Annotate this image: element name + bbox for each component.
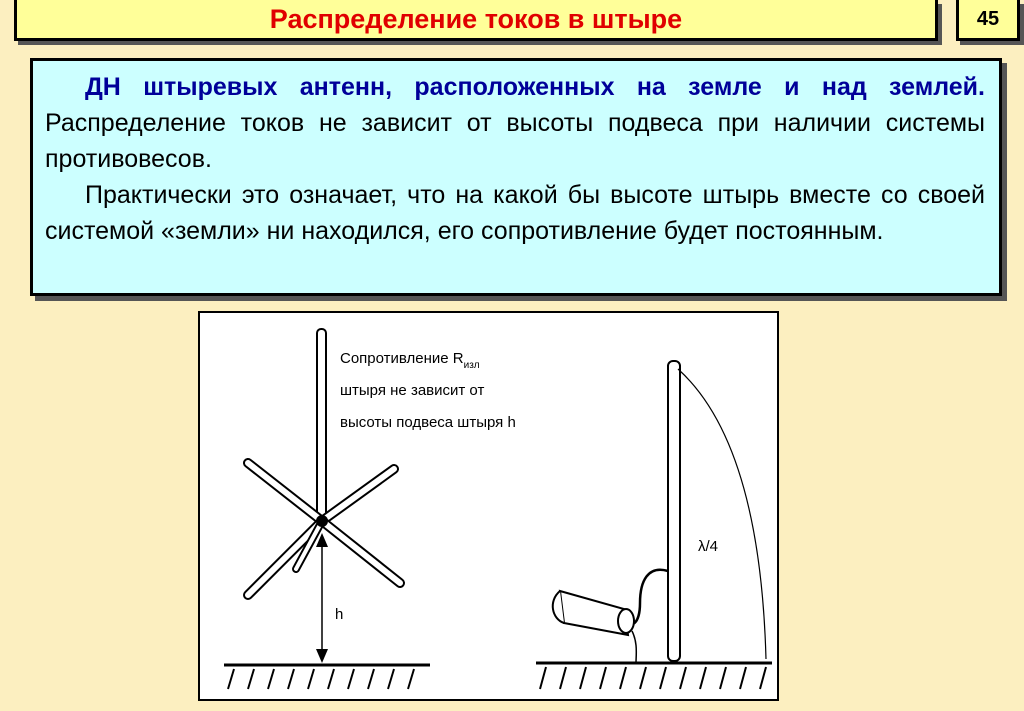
paragraph-1: [45, 69, 985, 177]
feed-point: [316, 515, 328, 527]
paragraph-1-bold: ДН штыревых антенн, расположенных на земле и над землей.: [85, 73, 985, 101]
vertical-mast: [317, 329, 326, 525]
page-number-box: [956, 0, 1020, 41]
elevated-antenna: [248, 329, 400, 663]
ground-right: [536, 663, 772, 689]
cable-end: [618, 609, 634, 633]
caption-main: Сопротивление R: [340, 350, 464, 367]
height-arrow-down: [316, 649, 328, 663]
antenna-diagram: [198, 311, 779, 701]
ground-wire: [632, 631, 636, 663]
title-banner: [14, 0, 938, 41]
caption-line-1: [340, 350, 480, 371]
page-number: 45: [976, 7, 1000, 30]
paragraph-2: Практически это означает, что на какой бы высоте штырь вместе со своей системой «земли» ни находился, его сопротивление будет постоянным.: [45, 181, 985, 245]
height-label: h: [335, 606, 344, 623]
caption-subscript: изл: [463, 360, 480, 371]
antenna-diagram-svg: [200, 313, 777, 699]
coax-cable: [560, 591, 628, 635]
paragraph-1-rest: Распределение токов не зависит от высоты подвеса при наличии системы противовесов.: [45, 109, 985, 173]
wavelength-label: λ/4: [698, 538, 719, 555]
current-distribution-curve: [678, 369, 766, 659]
caption-line-2: штыря не зависит от: [340, 382, 485, 399]
slide-title: Распределение токов в штыре: [269, 3, 683, 34]
ground-mast: [668, 361, 680, 661]
ground-left: [224, 665, 430, 689]
text-panel: [30, 58, 1002, 296]
ground-antenna: [553, 361, 766, 663]
caption-line-3: высоты подвеса штыря h: [340, 414, 516, 431]
